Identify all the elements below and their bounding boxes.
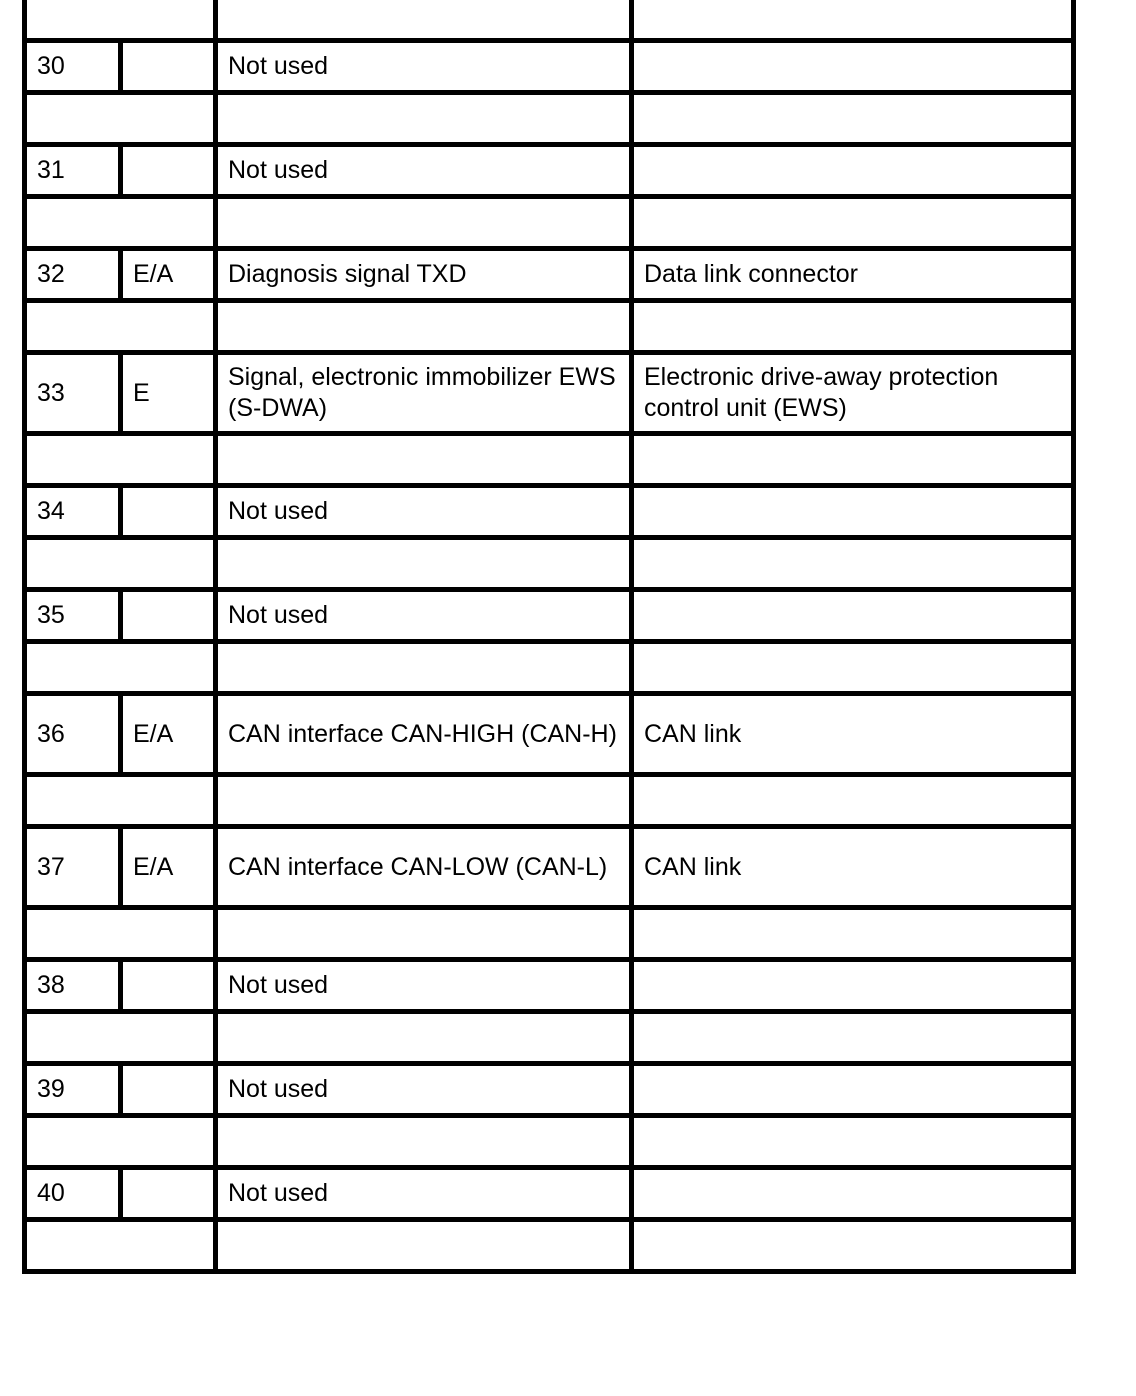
pin-number: 30	[25, 41, 121, 93]
signal-type: E/A	[121, 827, 216, 908]
pin-description: CAN interface CAN-LOW (CAN-L)	[216, 827, 632, 908]
signal-type	[121, 486, 216, 538]
pin-number: 39	[25, 1064, 121, 1116]
pin-row-32	[25, 249, 1074, 301]
pin-row-36	[25, 694, 1074, 775]
pin-row-35	[25, 590, 1074, 642]
pin-number: 33	[25, 353, 121, 434]
pin-connection	[632, 1168, 1074, 1220]
pin-description: Not used	[216, 145, 632, 197]
spacer-row	[25, 434, 1074, 486]
pin-connection	[632, 590, 1074, 642]
pin-number: 38	[25, 960, 121, 1012]
pin-connection	[632, 145, 1074, 197]
spacer-row	[25, 908, 1074, 960]
spacer-row	[25, 1220, 1074, 1272]
pin-description: Diagnosis signal TXD	[216, 249, 632, 301]
signal-type: E/A	[121, 694, 216, 775]
pin-number: 34	[25, 486, 121, 538]
signal-type: E	[121, 353, 216, 434]
signal-type	[121, 960, 216, 1012]
pin-assignment-table	[22, 0, 1076, 1274]
pin-description: CAN interface CAN-HIGH (CAN-H)	[216, 694, 632, 775]
spacer-row	[25, 197, 1074, 249]
pin-connection	[632, 960, 1074, 1012]
pin-connection	[632, 41, 1074, 93]
pin-connection: Data link connector	[632, 249, 1074, 301]
pin-row-39	[25, 1064, 1074, 1116]
pin-connection: Electronic drive-away protection control unit (EWS)	[632, 353, 1074, 434]
pin-connection	[632, 1064, 1074, 1116]
pin-row-34	[25, 486, 1074, 538]
pin-row-33	[25, 353, 1074, 434]
signal-type: E/A	[121, 249, 216, 301]
pin-description: Not used	[216, 486, 632, 538]
pin-description: Not used	[216, 590, 632, 642]
spacer-row	[25, 0, 1074, 41]
pin-row-37	[25, 827, 1074, 908]
pin-connection	[632, 486, 1074, 538]
spacer-row	[25, 1012, 1074, 1064]
pin-description: Not used	[216, 41, 632, 93]
signal-type	[121, 145, 216, 197]
pin-connection: CAN link	[632, 827, 1074, 908]
signal-type	[121, 1168, 216, 1220]
spacer-row	[25, 538, 1074, 590]
pin-row-31	[25, 145, 1074, 197]
pin-number: 35	[25, 590, 121, 642]
pin-number: 40	[25, 1168, 121, 1220]
pin-description: Not used	[216, 1064, 632, 1116]
pin-row-30	[25, 41, 1074, 93]
signal-type	[121, 590, 216, 642]
spacer-row	[25, 642, 1074, 694]
pin-description: Signal, electronic immobilizer EWS (S-DWA)	[216, 353, 632, 434]
pin-connection: CAN link	[632, 694, 1074, 775]
signal-type	[121, 1064, 216, 1116]
pin-number: 31	[25, 145, 121, 197]
pin-description: Not used	[216, 1168, 632, 1220]
spacer-row	[25, 775, 1074, 827]
spacer-row	[25, 301, 1074, 353]
pin-description: Not used	[216, 960, 632, 1012]
pin-row-38	[25, 960, 1074, 1012]
signal-type	[121, 41, 216, 93]
pin-number: 37	[25, 827, 121, 908]
pin-row-40	[25, 1168, 1074, 1220]
spacer-row	[25, 1116, 1074, 1168]
pin-number: 32	[25, 249, 121, 301]
pin-number: 36	[25, 694, 121, 775]
spacer-row	[25, 93, 1074, 145]
